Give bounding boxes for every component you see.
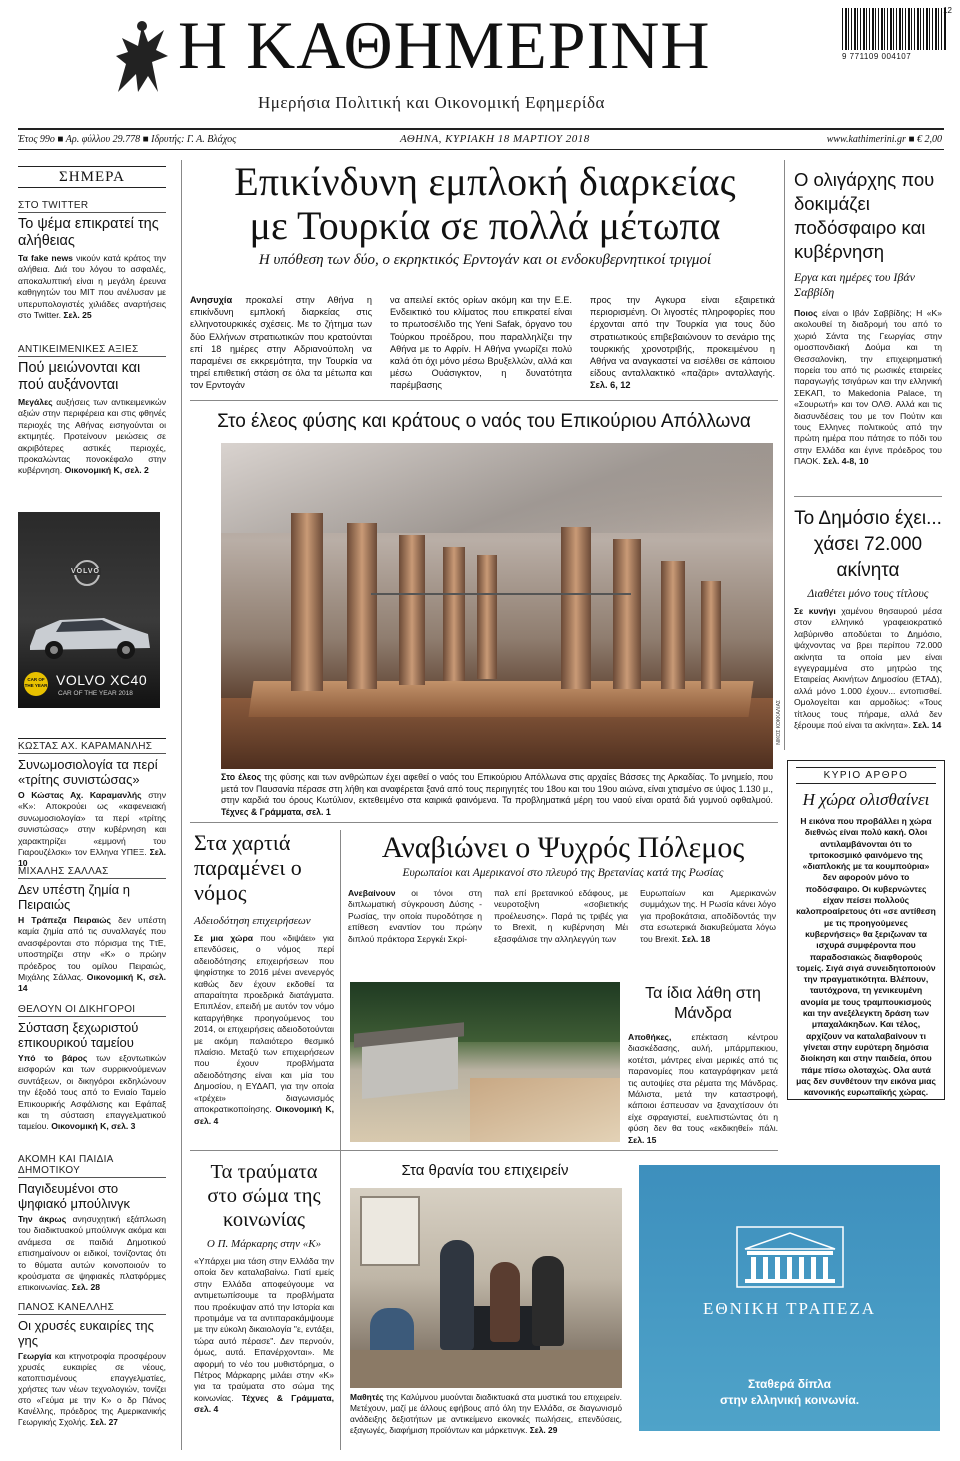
sidebar-text [18, 1351, 166, 1428]
photo-caption-lead: Στο έλεος [221, 772, 262, 782]
laws-text [194, 933, 334, 1127]
bank-building-icon [735, 1225, 845, 1289]
window [360, 1196, 420, 1266]
trauma-story[interactable] [194, 1160, 334, 1416]
sidebar-ref: Σελ. 25 [63, 310, 92, 321]
dirt-road [470, 1078, 620, 1142]
sidebar-body: στην «Κ»: Αποκρούει ως «καφενειακή συνωμοσιολογία» τα περί «τρίτης συνιστώσας» στην κυβέρνηση και χαρακτηρίζει «εμμονή του Γιαρουζέλσκι» τον Ελληνα ΥΠΕΞ. [18, 790, 166, 858]
sidebar-ref: Σελ. 27 [90, 1417, 118, 1427]
car-image [26, 600, 154, 662]
photo-credit: ΝΙΚΟΣ ΚΟΚΚΑΛΙΑΣ [776, 700, 782, 745]
laws-lead: Σε μια χώρα [194, 933, 254, 943]
lead-col-3 [590, 294, 775, 392]
mandra-ref: Σελ. 15 [628, 1134, 657, 1145]
column [443, 547, 465, 681]
lead-col-1-body: προκαλεί στην Αθήνα η επικίνδυνη εμπλοκή διαρκείας στις ελληνοτουρκικές σχέσεις. Με το ζήτημα των δύο Ελλήνων στρατιωτικών που κρατούνται επί 18 ημέρες στην Αδριανούπολη να παραμένει σε εκκρεμότητα, την Τουρκία να τηρεί επιθετική στάση σε όλα τα μέτωπα και τον Ερντογάν [190, 295, 372, 391]
sidebar-text [18, 790, 166, 870]
property-text [794, 606, 942, 731]
middle-divider [340, 830, 341, 1450]
masthead-subtitle: Ημερήσια Πολιτική και Οικονομική Εφημερίδα [258, 93, 605, 112]
oligarch-body: είναι ο Ιβάν Σαββίδης; Η «Κ» ακολουθεί τη διαδρομή του από το χωριό Σάντα της Γεωργίας στην ομοσπονδιακή Δούμα και τη Θεσσαλονίκη, την επιχειρηματική πορεία του από τις ρωσικές εταιρείες παραγωγής τσιγάρων και την ελληνική ΣΕΚΑΠ, το Makedonia Palace, τη «Σουρωτή» και τον ΟΛΘ. Αλλά και τις διασυνδέσεις του με τον Πούτιν και τους Ελληνες πολιτικούς από την πρώτη ημέρα που πάτησε το πόδι του στην Ελλάδα και έγινε πρόεδρος του ΠΑΟΚ. [794, 308, 942, 467]
property-lead: Σε κυνήγι [794, 606, 836, 616]
lead-col-2: να απειλεί εκτός ορίων ακόμη και την Ε.Ε. Ενδεικτικό του κλίματος που επικρατεί είναι το πρωτοσέλιδο της Yeni Safak, όργανο του Τούρκου προέδρου, που παραλληλίζει την Αθήνα με το Αφρίν. Η Αθήνα γνωρίζει πολύ καλά ότι όχι μόνο μέσω Βρυξελλών, αλλά και μέσω Ουάσιγκτον, η δυνατότητα παρέμβασης [390, 295, 572, 391]
sidebar-lead: Ο Κώστας Αχ. Καραμανλής [18, 790, 142, 800]
laws-body: που «διψάει» για επενδύσεις, ο νόμος περί αδειοδότησης επιχειρήσεων που ψηφίστηκε το 2016 μένει ανενεργός καθώς δεν έχουν εκδοθεί τα απαραίτητα προεδρικά διατάγματα. Επιπλέον, επειδή με αυτόν τον νόμο καταργήθηκε προηγούμενος του 2014, οι επιχειρήσεις αδειοδοτούνται με ακόμη παλαιότερο θεσμικό πλαίσιο. Μεταξύ των επιχειρήσεων που έχουν προβλήματα αδειοδότησης είναι και μία του Δημοσίου, η ΕΥΔΑΠ, για την οποία «τρέχει» διαγωνισμός αποκρατικοποίησης. [194, 933, 334, 1115]
barcode-issue: 12 [943, 6, 952, 15]
sidebar-kicker: ΘΕΛΟΥΝ ΟΙ ΔΙΚΗΓΟΡΟΙ [18, 1004, 166, 1017]
mandra-story[interactable] [628, 984, 778, 1146]
sidebar-headline: Δεν υπέστη ζημία η Πειραιώς [18, 882, 130, 912]
cold-war-col-3 [640, 888, 776, 945]
sidebar-headline: Παγιδευμένοι στο ψηφιακό μπούλινγκ [18, 1181, 131, 1211]
scaffolding [371, 593, 631, 595]
property-ref: Σελ. 14 [912, 720, 942, 731]
column-divider [784, 160, 785, 750]
cold-war-story[interactable] [348, 830, 778, 944]
cold-war-headline: Αναβιώνει ο Ψυχρός Πόλεμος [381, 831, 745, 864]
cold-war-col-1-body: οι τόνοι στη διπλωματική σύγκρουση Δύσης - Ρωσίας, την οποία πυροδότησε η επίθεση εναντίον του πρώην διπλού πράκτορα Σεργκέι Σκρί- [348, 888, 482, 944]
sidebar-lead: Μεγάλες [18, 397, 53, 407]
column [291, 513, 323, 691]
laws-subhead: Αδειοδότηση επιχειρήσεων [194, 915, 311, 927]
cold-war-ref: Σελ. 18 [681, 933, 711, 944]
person [440, 1240, 474, 1350]
sidebar-kicker: ΚΩΣΤΑΣ ΑΧ. ΚΑΡΑΜΑΝΛΗΣ [18, 738, 166, 754]
laws-ref: Οικονομική Κ, σελ. 4 [194, 1104, 334, 1126]
person [490, 1262, 520, 1342]
cold-war-col-2: παλ επί βρετανικού εδάφους, με νευροτοξίνη «σοβιετικής προέλευσης». Παρά τις τριβές για το Brexit, η κυβέρνηση Μέι εξασφάλισε την αλληλεγγύη των [494, 888, 628, 944]
property-subhead: Διαθέτει μόνο τους τίτλους [807, 588, 929, 600]
sidebar-lead: Την άκρως [18, 1214, 67, 1224]
editorial-box[interactable] [787, 760, 945, 1100]
sidebar-text [18, 253, 166, 321]
sidebar-headline: Συνωμοσιολογία τα περί «τρίτης συνιστώσας» [18, 757, 158, 787]
sidebar-body: και κτηνοτροφία προσφέρουν χρυσές ευκαιρίες σε νέους, κατοπτισμένους επαγγελματίες, χρήστες των νέων τεχνολογιών, τονίζει στο «Γεύμα με την Κ» ο δρ Πάνος Κανέλλης, πρόεδρος της Αμερικανικής Γεωργικής Σχολής. [18, 1351, 166, 1427]
lead-col-1 [190, 294, 372, 392]
dateline-right: www.kathimerini.gr ■ € 2,00 [826, 134, 942, 145]
column [701, 581, 721, 689]
photo-caption-ref: Τέχνες & Γράμματα, σελ. 1 [221, 806, 331, 817]
mandra-text [628, 1032, 778, 1146]
sidebar-item[interactable] [18, 738, 166, 870]
sidebar-headline: Σύσταση ξεχωριστού επικουρικού ταμείου [18, 1020, 139, 1050]
barcode-number: 9 771109 004107 [842, 52, 912, 61]
volvo-brand: VOLVO [71, 568, 100, 575]
sidebar-ref: Οικονομική Κ, σελ. 3 [51, 1121, 136, 1132]
lead-col-1-lead: Ανησυχία [190, 295, 233, 305]
column [399, 535, 425, 685]
column [613, 539, 641, 689]
desk [350, 1350, 622, 1388]
masthead-title: Η ΚΑΘΗΜΕΡΙΝΗ [178, 7, 711, 83]
sidebar-ref: Οικονομική Κ, σελ. 14 [18, 972, 166, 994]
laws-headline: Στα χαρτιά παραμένει ο νόμος [194, 830, 302, 905]
bank-ad[interactable] [639, 1165, 940, 1431]
person [532, 1256, 564, 1346]
sidebar-text [18, 1053, 166, 1133]
sidebar-ref: Οικονομική Κ, σελ. 2 [64, 465, 149, 476]
sidebar-item[interactable] [18, 344, 166, 477]
property-headline: Το Δημόσιο έχει... χάσει 72.000 ακίνητα [794, 508, 942, 581]
bank-line-1: Σταθερά δίπλα [748, 1377, 831, 1391]
sidebar-text [18, 915, 166, 995]
photo-caption-body: της φύσης και των ανθρώπων έχει αφεθεί ο ναός του Επικούριου Απόλλωνα στις αρχαίες Βάσσες της Αρκαδίας. Το μνημείο, που μετά τον Παυσανία πέρασε στη λήθη και αναφέρεται ξανά από τους περιηγητές του 18ου και του 19ου αιώνα, είναι χτισμένο σε ύψος 1.130 μ., στην καρδιά του όρους Κωτύλιον, εκτεθειμένο στα καιρικά φαινόμενα. Τα προβληματικά μέρη του ναού είναι ορατά διά γυμνού οφθαλμού. [221, 772, 773, 805]
sidebar-text [18, 1214, 166, 1294]
mandra-headline: Τα ίδια λάθη στη Μάνδρα [645, 985, 761, 1022]
column [347, 523, 377, 689]
sidebar-item[interactable] [18, 1154, 166, 1294]
sidebar-item[interactable] [18, 200, 166, 321]
dateline-rule-bottom [18, 149, 944, 150]
barcode [842, 8, 952, 64]
school-photo [350, 1188, 622, 1388]
trauma-text [194, 1256, 334, 1416]
oligarch-story[interactable] [794, 168, 942, 468]
lead-col-3-body: προς την Αγκυρα είναι εξαιρετικά περιορισμένη. Οι λιγοστές πληροφορίες που έρχονται από την Τουρκία για τους δύο στρατιωτικούς επιβεβαιώνουν το σενάριο της τουρκικής χρονοτριβής, προκειμένου η Αθήνα να αναγκαστεί να εισέλθει σε κάποιου είδους ανταλλακτικό «παζάρι» ανταλλαγής. [590, 295, 775, 379]
griffin-logo-icon [108, 12, 172, 98]
sidebar-item[interactable] [18, 1302, 166, 1428]
sidebar-lead: Υπό το βάρος [18, 1053, 88, 1063]
sidebar-body: δεν υπέστη καμία ζημία από τις συναλλαγές που ανασφέρονται στο πόρισμα της ΤτΕ, υποστηρίζει στην «Κ» ο πρώην πρόεδρος του ομίλου Πειραιώς, Μιχάλης Σάλλας. [18, 915, 166, 983]
sidebar-headline: Το ψέμα επικρατεί της αλήθειας [18, 216, 159, 249]
mandra-lead: Αποθήκες, [628, 1032, 672, 1042]
cold-war-col-1 [348, 888, 482, 945]
dateline-left: Έτος 99ο ■ Αρ. φύλλου 29.778 ■ Ιδρυτής: Γ. Α. Βλάχος [18, 134, 237, 145]
sidebar-item[interactable] [18, 1004, 166, 1133]
editorial-headline: Η χώρα ολισθαίνει [802, 790, 930, 809]
trauma-ref: Τέχνες & Γράμματα, σελ. 4 [194, 1392, 334, 1415]
trauma-headline: Τα τραύματα στο σώμα της κοινωνίας [207, 1161, 321, 1231]
masthead [0, 0, 960, 128]
lead-headline-1: Επικίνδυνη εμπλοκή διαρκείας [234, 159, 736, 204]
editorial-text: Η εικόνα που προβάλλει η χώρα διεθνώς είναι πολύ κακή. Ολοι αντιλαμβάνονται ότι το τριτοκοσμικό φαινόμενο της «διαπλοκής με τα κουμπούρια» δεν αφορούν μόνο το ποδόσφαιρο. Οι κυβερνώντες είχαν πείσει πολλούς καλοπροαίρετους ότι «σε αντίθεση με τις προηγούμενες κυβερνήσεις» θα ξεριζωναν τα ισχυρά συμφέροντα που παραδοσιακώς διαφθορούς τομείς. Σιγά σιγά συνειδητοποιούν την πραγματικότητα. Βλέπουν, ταυτόχρονα, τη γενικευμένη ανομία με τους τραμπουκισμούς και την ανεξέλεγκτη δράση των μπαχαλάκηδων. Και τέλος, αρχίζουν να καταλαβαίνουν τι γίνεται στην ευρύτερη δημόσια διοίκηση και στην παιδεία, όπου πάμε πίσω ολοταχώς. Ολα αυτά μας δεν συνθέτουν την εικόνα μιας κανονικής ευρωπαϊκής χώρας. [796, 816, 936, 1098]
column [477, 555, 497, 679]
laws-story[interactable] [194, 830, 334, 1127]
school-lead: Μαθητές [350, 1392, 384, 1402]
section-rule [190, 822, 778, 823]
dateline-center: ΑΘΗΝΑ, ΚΥΡΙΑΚΗ 18 ΜΑΡΤΙΟΥ 2018 [400, 133, 590, 145]
column [561, 527, 591, 689]
trauma-body: «Υπάρχει μια τάση στην Ελλάδα την οποία δεν καταλαβαίνω. Γιατί εμείς στην Ελλάδα αποφεύγουμε να αντιμετωπίσουμε τα προβλήματα που προέκυψαν από την Ιστορία και προτιμάμε να τα αντιπαρακάμψουμε με την εύκολη δικαιολογία "ε, εντάξει, τώρα αυτό πέρασε". Δεν περνούν, όμως, αυτά. Επανέρχονται». Με αφορμή το νέο του μυθιστόρημα, ο Πέτρος Μάρκαρης μιλάει στην «Κ» για τα τραύματα στο σώμα της κοινωνίας. [194, 1256, 334, 1403]
coty-badge-text: CAR OF THE YEAR [24, 677, 48, 688]
oligarch-subhead: Εργα και ημέρες του Ιβάν Σαββίδη [794, 270, 915, 299]
oligarch-ref: Σελ. 4-8, 10 [822, 456, 869, 467]
bank-line-2: στην ελληνική κοινωνία. [719, 1393, 860, 1407]
mandra-photo [350, 982, 620, 1142]
bank-name: ΕΘΝΙΚΗ ΤΡΑΠΕΖΑ [703, 1299, 876, 1318]
sidebar-ref: Σελ. 10 [18, 847, 167, 869]
sidebar-body: αυξήσεις των αντικειμενικών αξιών στην περιφέρεια και στις φθηνές περιοχές της Αθήνας εισηγούνται οι εκτιμητές. Προτείνουν μειώσεις σε ακριβότερες αστικές περιοχές, προκαλώντας πονοκέφαλο στην κυβέρνηση. [18, 397, 166, 476]
school-body: της Καλύμνου μυούνται διαδικτυακά στα μυστικά του επιχειρείν. Μετέχουν, μαζί με άλλους εφήβους από όλη την Ελλάδα, σε διαγωνισμό ανάδειξης δεξιοτήτων με αντικείμενο εικονικές πωλήσεις, επενδύσεις, εξαγωγές, διαφήμιση προϊόντων και μάρκετινγκ. [350, 1392, 623, 1435]
oligarch-lead: Ποιος [794, 308, 818, 318]
cold-war-col-3-body: Ευρωπαίων και Αμερικανών συμμάχων της. Η Ρωσία κάνει λόγο για προβοκάτσια, αποδίδοντάς την στα εσωτερικά διακυβεύματα λόγω του Brexit. [640, 888, 776, 944]
photo-caption [221, 772, 773, 818]
volvo-tagline: CAR OF THE YEAR 2018 [58, 690, 133, 697]
coty-badge [24, 672, 48, 696]
barcode-bars [842, 8, 946, 50]
editorial-label: ΚΥΡΙΟ ΑΡΘΡΟ [796, 767, 936, 784]
lead-story[interactable] [190, 160, 780, 390]
right-divider [794, 496, 942, 497]
sidebar-kicker: ΑΝΤΙΚΕΙΜΕΝΙΚΕΣ ΑΞΙΕΣ [18, 344, 166, 357]
lead-ref: Σελ. 6, 12 [590, 380, 631, 391]
school-ref: Σελ. 29 [529, 1425, 558, 1435]
trauma-subhead: Ο Π. Μάρκαρης στην «Κ» [206, 1238, 322, 1250]
sidebar-kicker: ΜΙΧΑΛΗΣ ΣΑΛΛΑΣ [18, 866, 166, 879]
photo-top-rule [190, 400, 778, 401]
lead-headline-2: με Τουρκία σε πολλά μέτωπα [249, 203, 721, 248]
sidebar-body: νικούν κατά κράτος την αλήθεια. Διά του λόγου το ασφαλές, αποκαλυπτική είναι η μεγάλη έρευνα καθηγητών του MIT που ανέλυσαν με υπερυπολογιστές χιλιάδες αναρτήσεις στο Twitter. [18, 253, 166, 321]
lead-subhead: Η υπόθεση των δύο, ο εκρηκτικός Ερντογάν και οι ενδοκυβερνητικοί τριγμοί [258, 252, 712, 268]
sidebar-item[interactable] [18, 866, 166, 995]
volvo-ad[interactable] [18, 512, 160, 708]
photo-headline: Στο έλεος φύσης και κράτους ο ναός του Επικούριου Απόλλωνα [217, 411, 751, 432]
sidebar-body: ανησυχητική εξάπλωση του διαδικτυακού μπούλινγκ ακόμα και ανάμεσα σε παιδιά Δημοτικού επισημαίνουν οι ειδικοί, τονίζοντας ότι το θύματα αυτών κοινοποιούν το κρούσματα σε ψηφιακές πλατφόρμες επικοινωνίας. [18, 1214, 167, 1293]
cold-war-lead: Ανεβαίνουν [348, 888, 396, 898]
sidebar-lead: Η Τράπεζα Πειραιώς [18, 915, 111, 925]
sidebar-kicker: ΠΑΝΟΣ ΚΑΝΕΛΛΗΣ [18, 1302, 166, 1315]
sidebar-kicker: ΑΚΟΜΗ ΚΑΙ ΠΑΙΔΙΑ ΔΗΜΟΤΙΚΟΥ [18, 1154, 166, 1178]
sidebar-divider [181, 160, 182, 1450]
sidebar-text [18, 397, 166, 477]
oligarch-text [794, 308, 942, 468]
sidebar-header: ΣΗΜΕΡΑ [18, 166, 166, 188]
volvo-model: VOLVO XC40 [56, 672, 148, 688]
mandra-body: επέκταση κέντρου διασκέδασης, αυλή, μπάρμπεκιου, κοτέτσι, μάντρες είναι μερικές από τις παρανομίες που καταγράφηκαν μετά τις αυτοψίες στα ρέματα της Μάνδρας. Μάλιστα, μετά την καταστροφή, κάποιοι έσπευσαν να ξαναχτίσουν ότι είχε σφραγιστεί, ευελπιστώντας ότι η φύση δεν θα τους «εκδικηθεί» πάλι. [628, 1032, 778, 1134]
sidebar-ref: Σελ. 28 [71, 1282, 101, 1293]
school-headline: Στα θρανία του επιχειρείν [401, 1162, 569, 1179]
sidebar-body: των εξοντωτικών εισφορών και των συρρικνούμενων συντάξεων, οι δικηγόροι εκδηλώνουν την έξοδό τους από το Ενιαίο Ταμείο Επικουρικής Ασφάλισης και Εφάπαξ και τη σύσταση επαγγελματικού ταμείου. [18, 1053, 167, 1132]
lower-rule [190, 1150, 778, 1151]
sidebar-lead: Γεωργία [18, 1351, 52, 1361]
dateline-rule-top [18, 128, 944, 130]
cold-war-subhead: Ευρωπαίοι και Αμερικανοί στο πλευρό της Βρετανίας κατά της Ρωσίας [402, 867, 724, 879]
sidebar-headline: Πού μειώνονται και πού αυξάνονται [18, 360, 141, 393]
sidebar-kicker: ΣΤΟ TWITTER [18, 200, 166, 213]
public-property-story[interactable] [794, 506, 942, 731]
temple-photo [221, 443, 773, 769]
school-text [350, 1392, 622, 1436]
oligarch-headline: Ο ολιγάρχης που δοκιμάζει ποδόσφαιρο και κυβέρνηση [794, 169, 935, 262]
property-body: χαμένου θησαυρού μέσα στον ελληνικό γραφειοκρατικό λαβύρινθο αποδύεται το Δημόσιο, ψάχνοντας να βρει περίπου 72.000 ακίνητα τα οποία μεν είναι εγγεγραμμένα στο μητρώο της Εταιρείας Ακινήτων Δημοσίου (ΕΤΑΔ), αλλά μόνο 1.000 έχουν... εντοπισθεί. Ομολογείται και αρμοδίως: «Τους τίτλους τους πήραμε, αλλά δεν ξέρουμε πού είναι τα ακίνητα». [794, 606, 942, 731]
sidebar-headline: Οι χρυσές ευκαιρίες της γης [18, 1318, 154, 1348]
sidebar-lead: Τα fake news [18, 253, 73, 263]
column [661, 561, 685, 689]
